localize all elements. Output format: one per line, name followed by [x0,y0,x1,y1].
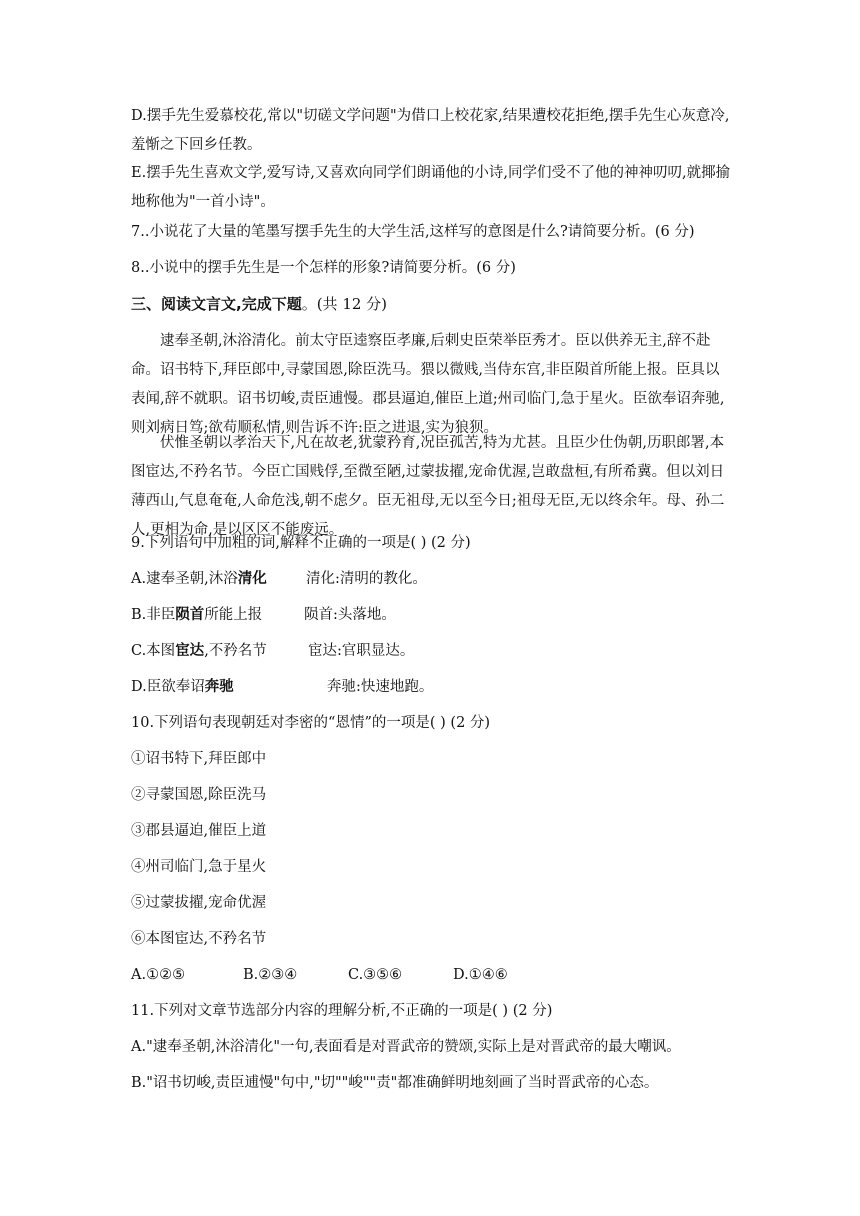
option-a-sentence-pre: A.逮奉圣朝,沐浴 [131,571,238,587]
option-a-explanation: 清化:清明的教化。 [306,571,427,587]
section-3-title: 三、阅读文言文,完成下题 [131,295,302,313]
question-10-item: ⑥本图宦达,不矜名节 [131,931,267,947]
option-c-sentence-post: ,不矜名节 [204,643,267,659]
option-e-text: E.摆手先生喜欢文学,爱写诗,又喜欢向同学们朗诵他的小诗,同学们受不了他的神神叨叨,就揶揄地称他为"一首小诗"。 [131,165,731,210]
question-10-item: ①诏书特下,拜臣郎中 [131,751,267,767]
question-8: 8..小说中的摆手先生是一个怎样的形象?请简要分析。(6 分) [131,260,516,276]
question-10-item: ②寻蒙国恩,除臣洗马 [131,787,267,803]
question-9-option-a [131,569,267,589]
option-c-explanation: 宦达:官职显达。 [308,643,415,659]
question-9-option-b [131,605,262,625]
question-10-choice-c: C.③⑤⑥ [348,967,403,983]
question-9-stem: 9.下列语句中加粗的词,解释不正确的一项是( ) (2 分) [131,535,471,551]
question-7: 7..小说花了大量的笔墨写摆手先生的大学生活,这样写的意图是什么?请简要分析。(6 分) [131,224,695,240]
option-c-sentence-pre: C.本图 [131,643,176,659]
option-b-sentence-pre: B.非臣 [131,607,176,623]
section-3-heading [131,294,387,314]
question-10-stem: 10.下列语句表现朝廷对李密的“恩情”的一项是( ) (2 分) [131,715,491,731]
section-3-points: 。(共 12 分) [301,295,388,313]
option-a-bold-word: 清化 [237,571,267,587]
question-10-item: ④州司临门,急于星火 [131,859,267,875]
option-b-sentence-post: 所能上报 [204,607,263,623]
question-10-choice-b: B.②③④ [243,967,298,983]
option-b-explanation: 陨首:头落地。 [304,607,396,623]
question-10-choice-a: A.①②⑤ [131,967,186,983]
question-11-stem: 11.下列对文章节选部分内容的理解分析,不正确的一项是( ) (2 分) [131,1003,553,1019]
option-d-explanation: 奔驰:快速地跑。 [327,679,434,695]
option-d-bold-word: 奔驰 [204,679,234,695]
passage-paragraph-1: 逮奉圣朝,沐浴清化。前太守臣逵察臣孝廉,后刺史臣荣举臣秀才。臣以供养无主,辞不赴命。诏书特下,拜臣郎中,寻蒙国恩,除臣洗马。猥以微贱,当侍东宫,非臣陨首所能上报。臣具以表闻,辞不就职。诏书切峻,责臣逋慢。郡县逼迫,催臣上道;州司临门,急于星火。臣欲奉诏奔驰,则刘病日笃;欲苟顺私情,则告诉不许:臣之进退,实为狼狈。 [131,333,725,436]
option-d-sentence-pre: D.臣欲奉诏 [131,679,205,695]
question-10-item: ③郡县逼迫,催臣上道 [131,823,267,839]
option-d-text: D.摆手先生爱慕校花,常以"切磋文学问题"为借口上校花家,结果遭校花拒绝,摆手先生心灰意冷,羞惭之下回乡任教。 [131,108,730,153]
question-10-item: ⑤过蒙拔擢,宠命优渥 [131,895,267,911]
passage-paragraph-2: 伏惟圣朝以孝治天下,凡在故老,犹蒙矜育,况臣孤苦,特为尤甚。且臣少仕伪朝,历职郎署,本图宦达,不矜名节。今臣亡国贱俘,至微至陋,过蒙拔擢,宠命优渥,岂敢盘桓,有所希冀。但以刘日薄西山,气息奄奄,人命危浅,朝不虑夕。臣无祖母,无以至今日;祖母无臣,无以终余年。母、孙二人,更相为命,是以区区不能废远。 [131,435,725,538]
question-10-choice-d: D.①④⑥ [453,967,508,983]
question-9-option-d [131,677,234,697]
question-11-option-b: B."诏书切峻,责臣逋慢"句中,"切""峻""责"都准确鲜明地刻画了当时晋武帝的心态。 [131,1075,659,1091]
option-c-bold-word: 宦达 [175,643,205,659]
question-11-option-a: A."逮奉圣朝,沐浴清化"一句,表面看是对晋武帝的赞颂,实际上是对晋武帝的最大嘲讽。 [131,1039,681,1055]
question-9-option-c [131,641,267,661]
option-b-bold-word: 陨首 [175,607,205,623]
